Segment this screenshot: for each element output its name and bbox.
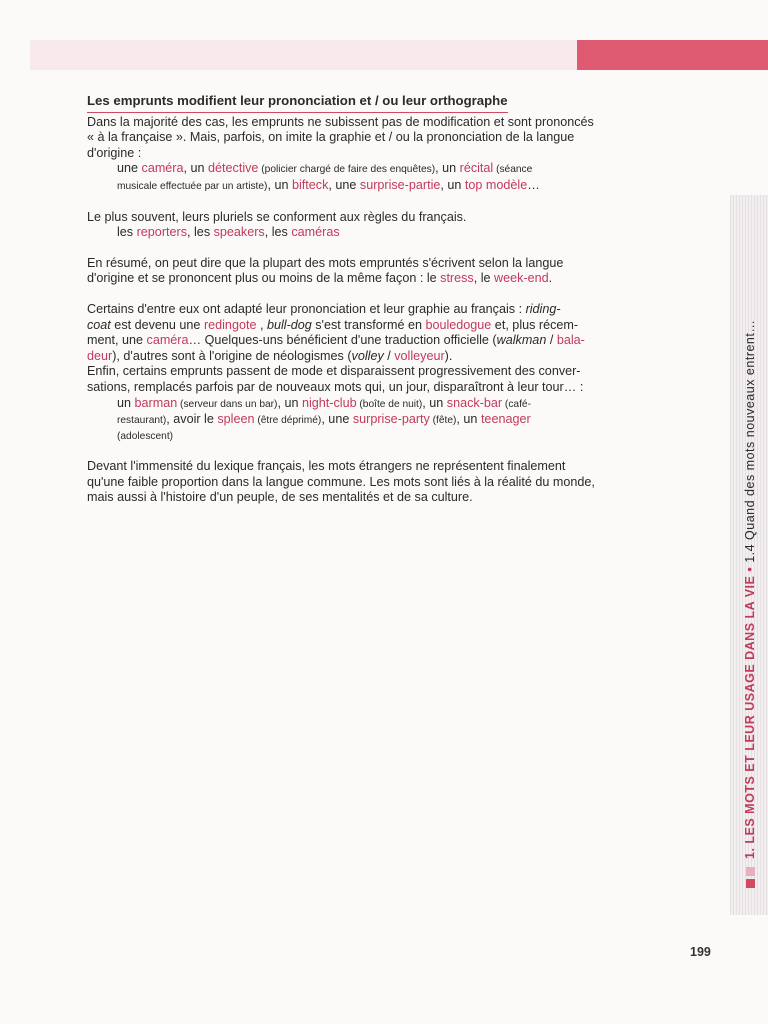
example-block-3: un barman (serveur dans un bar), un night-club (boîte de nuit), un snack-bar (café- restaurant), avoir le spleen (être déprimé), une surprise-party (fête), un teenager (adolescent) (117, 395, 531, 442)
example-word: surprise-party (352, 412, 430, 427)
example-word: bifteck (291, 177, 329, 192)
paragraph-1: Dans la majorité des cas, les emprunts ne subissent pas de modification et sont prononcés « à la française ». Mais, parfois, on imite la graphie et / ou la prononciation de la langue d'origine : (87, 114, 594, 160)
example-word: top modèle (464, 177, 528, 192)
example-word: deur (87, 348, 113, 363)
example-word: caméra (141, 161, 184, 176)
chapter-marker-icon (746, 879, 755, 888)
example-block-1: une caméra, un détective (policier chargé de faire des enquêtes), un récital (séance musicale effectuée par un artiste), un bifteck, une surprise-partie, un top modèle… (117, 161, 540, 192)
header-tab (577, 40, 768, 70)
chapter-bullet: • (743, 566, 757, 572)
example-word: récital (459, 161, 494, 176)
chapter-title (738, 198, 762, 888)
paragraph-5: Enfin, certains emprunts passent de mode et disparaissent progressivement des conver- sations, remplacés parfois par de nouveaux mots qui, un jour, disparaîtront à leur tour… : (87, 364, 584, 394)
paragraph-3: En résumé, on peut dire que la plupart des mots empruntés s'écrivent selon la langue d'origine et se prononcent plus ou moins de la même façon : le stress, le week-end. (87, 255, 564, 286)
example-word: barman (134, 395, 178, 410)
paragraph-4: Certains d'entre eux ont adapté leur prononciation et leur graphie au français : riding- coat est devenu une redingote , bull-dog s'est transformé en bouledogue et, plus récem- ment, une caméra… Quelques-uns bénéficient d'une traduction officielle (walkman / bala- deur), d'autres sont à l'origine de néologismes (volley / volleyeur). (87, 301, 585, 363)
example-word: snack-bar (446, 395, 503, 410)
section-heading: Les emprunts modifient leur prononciation et / ou leur orthographe (87, 93, 508, 113)
page-number: 199 (690, 945, 711, 959)
section-label: 1.4 Quand des mots nouveaux entrent… (743, 319, 757, 563)
page-content (87, 93, 633, 506)
example-word: night-club (301, 395, 357, 410)
example-block-2: les reporters, les speakers, les caméras (117, 225, 340, 240)
example-word: détective (208, 161, 259, 176)
example-word: redingote (203, 317, 257, 332)
paragraph-6: Devant l'immensité du lexique français, les mots étrangers ne représentent finalement qu'une faible proportion dans la langue commune. Les mots sont liés à la réalité du monde, mais aussi à l'histoire d'un peuple, de ses mentalités et de sa culture. (87, 459, 595, 505)
example-word: teenager (480, 412, 531, 427)
example-word: week-end (494, 271, 549, 286)
example-word: surprise-partie (359, 177, 441, 192)
paragraph-2: Le plus souvent, leurs pluriels se conforment aux règles du français. (87, 209, 467, 224)
example-word: stress (440, 271, 474, 286)
example-word: reporters (136, 225, 188, 240)
example-word: caméras (291, 225, 340, 240)
chapter-marker-icon (746, 867, 755, 876)
example-word: speakers (213, 225, 265, 240)
chapter-label: 1. LES MOTS ET LEUR USAGE DANS LA VIE (743, 575, 757, 859)
example-word: bouledogue (425, 317, 492, 332)
example-word: bala- (556, 333, 585, 348)
example-word: spleen (217, 412, 255, 427)
example-word: caméra (146, 333, 189, 348)
example-word: volleyeur (394, 348, 445, 363)
